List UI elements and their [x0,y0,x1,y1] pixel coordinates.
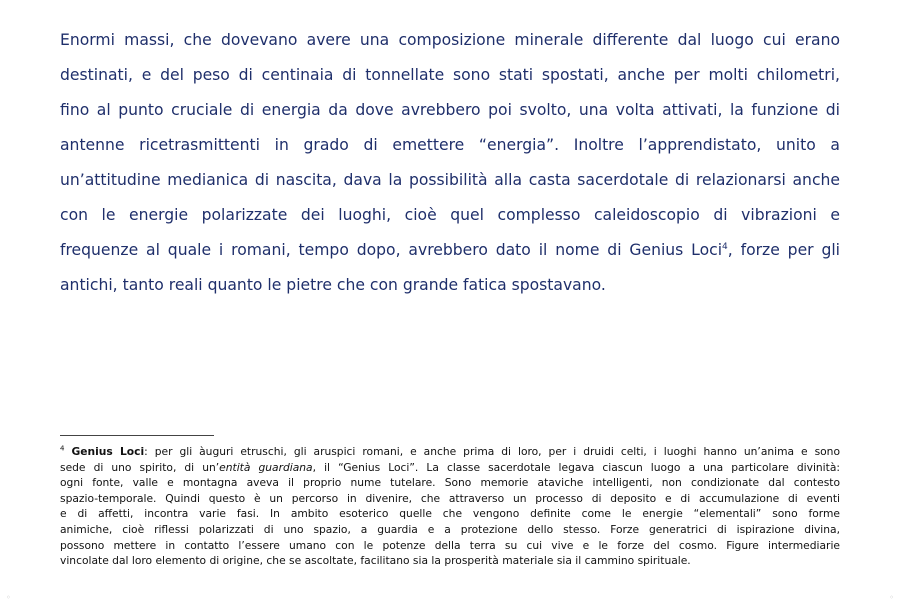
footnote-line: possono mettere in contatto l’essere umano con le potenze della terra su cui vive e le forze del cosmo. Figure intermediarie [60,538,840,552]
body-line: un’attitudine medianica di nascita, dava la possibilità alla casta sacerdotale di relazionarsi anche [60,171,840,189]
body-line: fino al punto cruciale di energia da dove avrebbero poi svolto, una volta attivati, la funzione di [60,101,840,119]
body-line: destinati, e del peso di centinaia di tonnellate sono stati spostati, anche per molti chilometri, [60,66,840,84]
footnote [60,444,840,569]
footnote-line: ogni fonte, valle e montagna aveva il proprio nume tutelare. Sono memorie ataviche intelligenti, non condizionate dal contesto [60,476,840,490]
body-line-text: frequenze al quale i romani, tempo dopo, avrebbero dato il nome di Genius Loci [60,241,723,259]
footnote-term: Genius Loci [71,445,145,458]
body-line: Enormi massi, che dovevano avere una composizione minerale differente dal luogo cui erano [60,31,840,49]
footnote-number: 4 [60,444,65,453]
footnote-line: animiche, cioè riflessi polarizzati di uno spazio, a guardia e a protezione dello stesso. Forze generatrici di ispirazione divina, [60,522,840,536]
body-line: antenne ricetrasmittenti in grado di emettere “energia”. Inoltre l’apprendistato, unito a [60,136,840,154]
footnote-text: : per gli àuguri etruschi, gli aruspici romani, e anche prima di loro, per i druidi celti, i luoghi hanno un’anima e sono [144,445,840,458]
body-line-last: antichi, tanto reali quanto le pietre che con grande fatica spostavano. [60,276,606,294]
page-corner-mark: ◦ [6,593,11,602]
footnote-text: sede di uno spirito, di un’ [60,460,220,474]
page-corner-mark: ◦ [889,593,894,602]
body-line-with-footnote-ref [60,233,840,268]
body-line-text: , forze per gli [727,241,841,259]
body-line: con le energie polarizzate dei luoghi, cioè quel complesso caleidoscopio di vibrazioni e [60,206,840,224]
footnote-reference[interactable]: 4 [722,241,728,252]
footnote-line [60,460,840,476]
footnote-line-last: vincolate dal loro elemento di origine, che se ascoltate, facilitano sia la prosperità materiale sia il cammino spirituale. [60,554,691,568]
footnote-line: spazio-temporale. Quindi questo è un percorso in divenire, che attraverso un processo di deposito e di accumulazione di eventi [60,491,840,505]
body-paragraph [60,23,840,303]
footnote-separator [60,435,214,436]
footnote-italic-term: entità guardiana [219,460,313,474]
footnote-text: , il “Genius Loci”. La classe sacerdotale legava ciascun luogo a una particolare divinità: [312,460,840,474]
footnote-line [60,444,840,460]
footnote-line: e di affetti, incontra varie fasi. In ambito esoterico quelle che vengono definite come le energie “elementali” sono forme [60,507,840,521]
